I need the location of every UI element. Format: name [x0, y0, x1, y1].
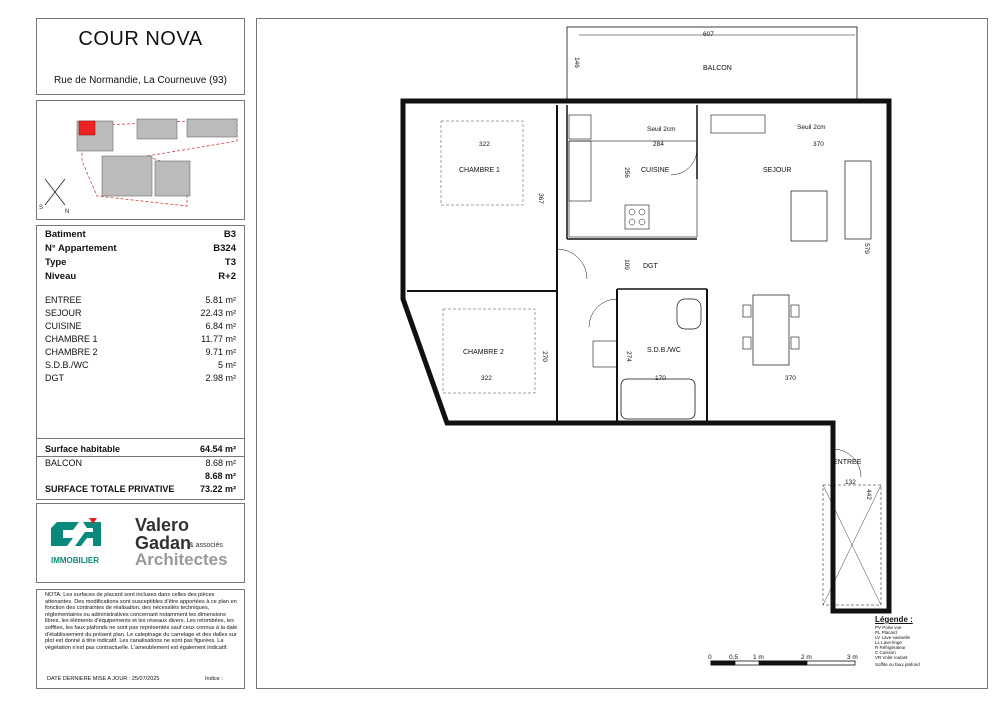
plan-label-entree: ENTREE	[833, 459, 862, 466]
room-row: ENTREE 5.81 m²	[45, 295, 236, 305]
svg-text:N: N	[65, 209, 70, 215]
situation-map-box	[36, 100, 245, 220]
scale-label: 2 m	[801, 654, 812, 661]
scale-label: 1 m	[753, 654, 764, 661]
plan-label-seuil: Seuil 2cm	[647, 126, 676, 133]
dim-label: 322	[479, 141, 490, 148]
dim-label: 274	[624, 351, 632, 362]
dim-label: 607	[703, 31, 714, 38]
balcon-row: BALCON 8.68 m²	[45, 458, 236, 468]
dim-label: 579	[862, 243, 870, 254]
plan-frame	[256, 18, 988, 689]
surfaces-box	[36, 225, 245, 500]
update-date: DATE DERNIERE MISE A JOUR : 25/07/2025	[47, 676, 160, 682]
plan-label-sejour: SEJOUR	[763, 167, 792, 174]
info-row: Niveau R+2	[45, 271, 236, 282]
room-row: SEJOUR 22.43 m²	[45, 308, 236, 318]
title-box	[36, 18, 245, 95]
info-row: Batiment B3	[45, 229, 236, 240]
scale-label: 0.5	[729, 654, 739, 661]
plan-label-balcon: BALCON	[703, 65, 732, 72]
room-row: CHAMBRE 2 9.71 m²	[45, 347, 236, 357]
room-row: CUISINE 6.84 m²	[45, 321, 236, 331]
ca-immobilier: IMMOBILIER	[51, 556, 99, 565]
note-box	[36, 589, 245, 689]
dim-label: 322	[481, 375, 492, 382]
room-row: DGT 2.98 m²	[45, 373, 236, 383]
total-row: SURFACE TOTALE PRIVATIVE 73.22 m²	[45, 484, 236, 494]
dim-label: 284	[653, 141, 664, 148]
dim-label: 370	[813, 141, 824, 148]
scale-label: 3 m	[847, 654, 858, 661]
room-row: S.D.B./WC 5 m²	[45, 360, 236, 370]
ca-logo	[49, 516, 109, 556]
arch-logo-line2: Gadan	[135, 533, 192, 553]
dim-label: 256	[622, 167, 630, 178]
arch-logo-line3: Architectes	[135, 550, 228, 569]
habitable-row: Surface habitable 64.54 m²	[45, 444, 236, 454]
logos-box	[36, 503, 245, 583]
scale-bar	[711, 661, 855, 665]
plan-label-seuil: Seuil 2cm	[797, 124, 826, 131]
dim-label: 442	[864, 489, 872, 500]
dim-label: 170	[655, 375, 666, 382]
info-row: N° Appartement B324	[45, 243, 236, 254]
plan-label-chambre2: CHAMBRE 2	[463, 349, 504, 356]
dim-label: 132	[845, 479, 856, 486]
legend-list: PV Porte vue PL Placard LV Lave-vaisselle LL Lave-linge R Réfrigérateur C Cuisson VR Volet roulant Soffite ou faux plafond	[875, 625, 920, 667]
annex-row: 8.68 m²	[204, 471, 236, 481]
project-address: Rue de Normandie, La Courneuve (93)	[54, 75, 227, 86]
scale-label: 0	[708, 654, 712, 661]
dim-label: 109	[622, 259, 630, 270]
arch-logo-line1: Valero	[135, 515, 190, 535]
floor-plan	[257, 19, 987, 688]
svg-text:S: S	[39, 205, 44, 211]
dim-label: 367	[536, 193, 544, 204]
note-text: NOTA: Les surfaces de placard sont incluses dans celles des pièces attenantes. Des modifications sont susceptibles d'être apportées à ce plan en fonction des contraintes de réalisation, des nécessités techniques, réglementaires ou administratives concernant notamment les dimensions libres, les éléments d'équipements et les réseaux divers. Les retombées, les soffites, les faux plafonds ne sont pas représentés sauf ceux connus à la date d'établissement du présent plan. Le calepinage du carrelage et des dalles sur plot est donné à titre indicatif. Les canalisations ne sont pas figurées. La végétation n'est pas contractuelle. L'ameublement est également indicatif.	[45, 592, 238, 651]
dim-label: 370	[785, 375, 796, 382]
legend-title: Légende :	[875, 615, 913, 624]
project-title: COUR NOVA	[78, 28, 203, 50]
dim-label: 270	[540, 351, 548, 362]
situation-map	[37, 101, 244, 219]
plan-label-sdb: S.D.B./WC	[647, 347, 681, 354]
arch-logo-assoc: & associés	[189, 542, 223, 549]
room-row: CHAMBRE 1 11.77 m²	[45, 334, 236, 344]
dim-label: 146	[572, 57, 580, 68]
info-row: Type T3	[45, 257, 236, 268]
plan-label-chambre1: CHAMBRE 1	[459, 167, 500, 174]
plan-label-dgt: DGT	[643, 263, 658, 270]
plan-label-cuisine: CUISINE	[641, 167, 670, 174]
indice: Indice :	[205, 676, 223, 682]
